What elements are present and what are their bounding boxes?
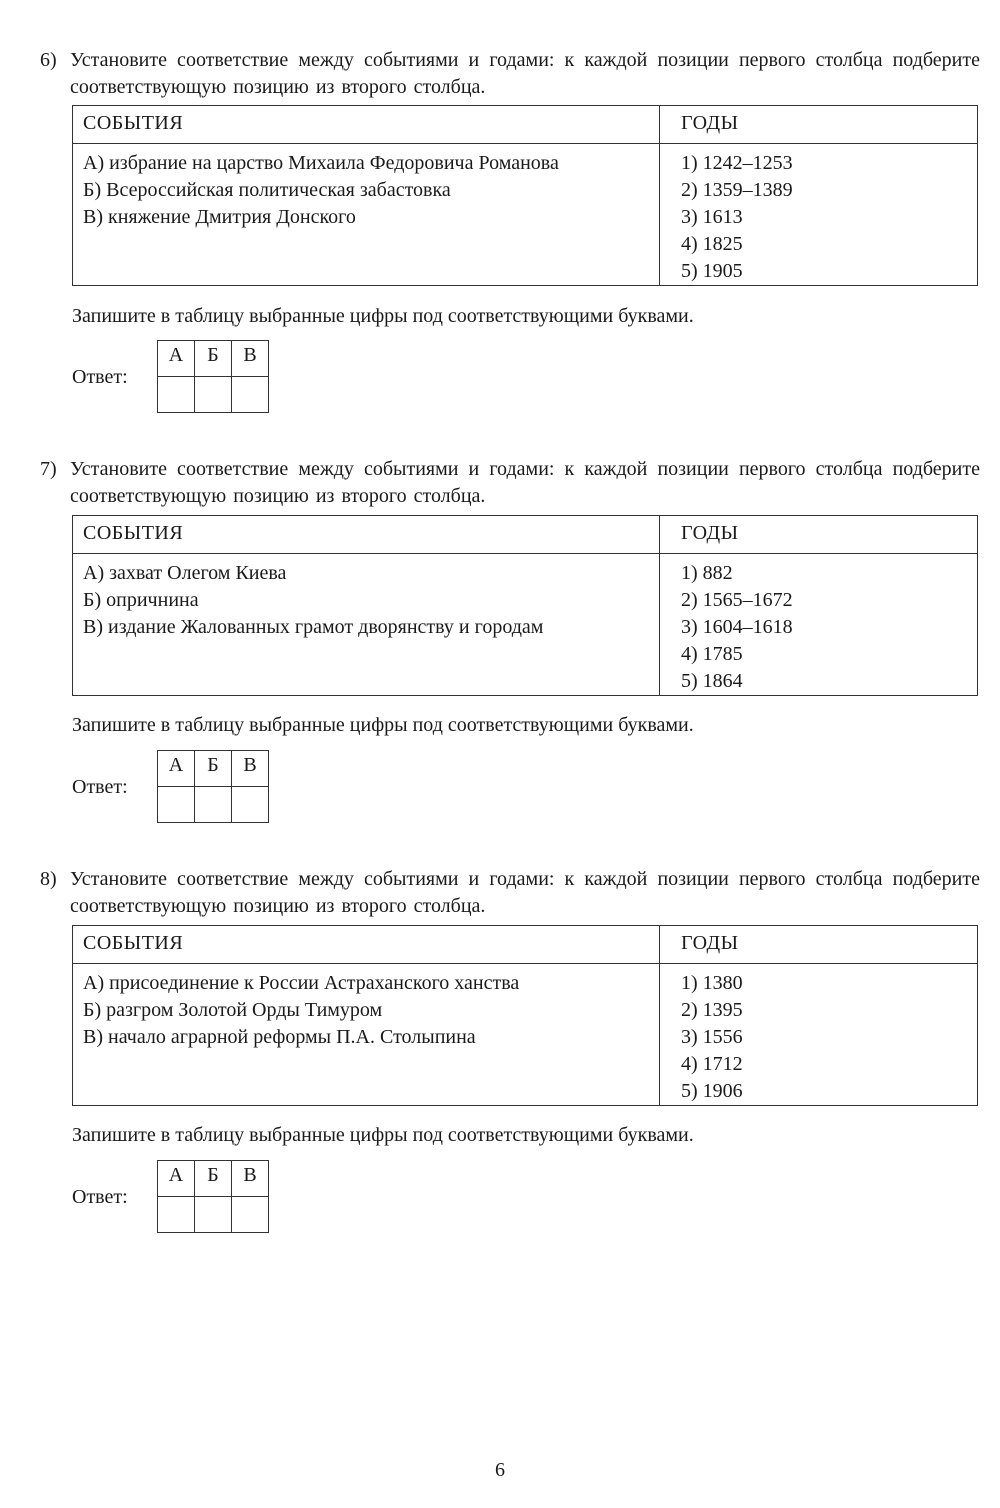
task-prompt: Установите соответствие между событиями и годами: к каждой позиции первого столбца подберите соответствующую позицию из второго столбца. xyxy=(70,458,980,507)
answer-letter: Б xyxy=(195,1161,232,1197)
answer-label: Ответ: xyxy=(72,776,128,798)
answer-label: Ответ: xyxy=(72,1186,128,1208)
events-header: СОБЫТИЯ xyxy=(83,522,184,544)
task-header xyxy=(40,866,980,920)
answer-letter: А xyxy=(158,341,195,377)
matching-table xyxy=(72,515,978,696)
matching-table xyxy=(72,105,978,286)
event-item: В) издание Жалованных грамот дворянству и городам xyxy=(83,616,544,638)
answer-letter: В xyxy=(232,341,269,377)
year-item: 4) 1785 xyxy=(681,643,743,665)
events-header: СОБЫТИЯ xyxy=(83,932,184,954)
task-number: 7) xyxy=(40,458,57,480)
year-item: 4) 1712 xyxy=(681,1053,743,1075)
answer-cell[interactable] xyxy=(195,377,232,413)
event-item: Б) разгром Золотой Орды Тимуром xyxy=(83,999,383,1021)
year-item: 3) 1604–1618 xyxy=(681,616,793,638)
event-item: А) захват Олегом Киева xyxy=(83,562,287,584)
answer-label: Ответ: xyxy=(72,366,128,388)
years-list xyxy=(681,970,743,1105)
year-item: 1) 1380 xyxy=(681,972,743,994)
answer-cell[interactable] xyxy=(232,377,269,413)
page-number: 6 xyxy=(495,1459,505,1481)
answer-table xyxy=(157,340,269,413)
answer-letter: А xyxy=(158,1161,195,1197)
event-item: А) присоединение к России Астраханского ханства xyxy=(83,972,520,994)
task-header xyxy=(40,456,980,510)
answer-letter: В xyxy=(232,1161,269,1197)
years-list xyxy=(681,560,793,695)
year-item: 3) 1556 xyxy=(681,1026,743,1048)
events-header: СОБЫТИЯ xyxy=(83,112,184,134)
answer-letter: В xyxy=(232,751,269,787)
year-item: 5) 1905 xyxy=(681,260,743,282)
years-header: ГОДЫ xyxy=(681,112,739,134)
table-column-divider xyxy=(659,516,660,695)
event-item: Б) опричнина xyxy=(83,589,199,611)
answer-cell[interactable] xyxy=(158,377,195,413)
answer-cell[interactable] xyxy=(158,1197,195,1233)
instruction-text: Запишите в таблицу выбранные цифры под соответствующими буквами. xyxy=(72,305,694,327)
events-list xyxy=(83,560,543,641)
task-number: 8) xyxy=(40,868,57,890)
answer-cell[interactable] xyxy=(232,787,269,823)
table-header-row xyxy=(73,516,977,554)
event-item: В) начало аграрной реформы П.А. Столыпина xyxy=(83,1026,476,1048)
events-list xyxy=(83,150,559,231)
year-item: 4) 1825 xyxy=(681,233,743,255)
task-number: 6) xyxy=(40,49,57,71)
answer-cell[interactable] xyxy=(158,787,195,823)
instruction-text: Запишите в таблицу выбранные цифры под соответствующими буквами. xyxy=(72,1124,694,1146)
table-column-divider xyxy=(659,926,660,1105)
table-header-row xyxy=(73,106,977,144)
answer-cell[interactable] xyxy=(195,1197,232,1233)
event-item: В) княжение Дмитрия Донского xyxy=(83,206,356,228)
year-item: 2) 1565–1672 xyxy=(681,589,793,611)
task-prompt: Установите соответствие между событиями и годами: к каждой позиции первого столбца подберите соответствующую позицию из второго столбца. xyxy=(70,49,980,98)
year-item: 2) 1359–1389 xyxy=(681,179,793,201)
table-header-row xyxy=(73,926,977,964)
years-header: ГОДЫ xyxy=(681,522,739,544)
instruction-text: Запишите в таблицу выбранные цифры под соответствующими буквами. xyxy=(72,714,694,736)
year-item: 3) 1613 xyxy=(681,206,743,228)
answer-table xyxy=(157,750,269,823)
year-item: 1) 882 xyxy=(681,562,733,584)
year-item: 1) 1242–1253 xyxy=(681,152,793,174)
answer-table xyxy=(157,1160,269,1233)
answer-letter: Б xyxy=(195,751,232,787)
event-item: А) избрание на царство Михаила Федоровича Романова xyxy=(83,152,559,174)
event-item: Б) Всероссийская политическая забастовка xyxy=(83,179,451,201)
years-list xyxy=(681,150,793,285)
answer-letter: А xyxy=(158,751,195,787)
answer-letter: Б xyxy=(195,341,232,377)
year-item: 5) 1906 xyxy=(681,1080,743,1102)
task-header xyxy=(40,47,980,101)
events-list xyxy=(83,970,519,1051)
answer-cell[interactable] xyxy=(195,787,232,823)
task-prompt: Установите соответствие между событиями и годами: к каждой позиции первого столбца подберите соответствующую позицию из второго столбца. xyxy=(70,868,980,917)
matching-table xyxy=(72,925,978,1106)
year-item: 2) 1395 xyxy=(681,999,743,1021)
answer-cell[interactable] xyxy=(232,1197,269,1233)
year-item: 5) 1864 xyxy=(681,670,743,692)
years-header: ГОДЫ xyxy=(681,932,739,954)
table-column-divider xyxy=(659,106,660,285)
